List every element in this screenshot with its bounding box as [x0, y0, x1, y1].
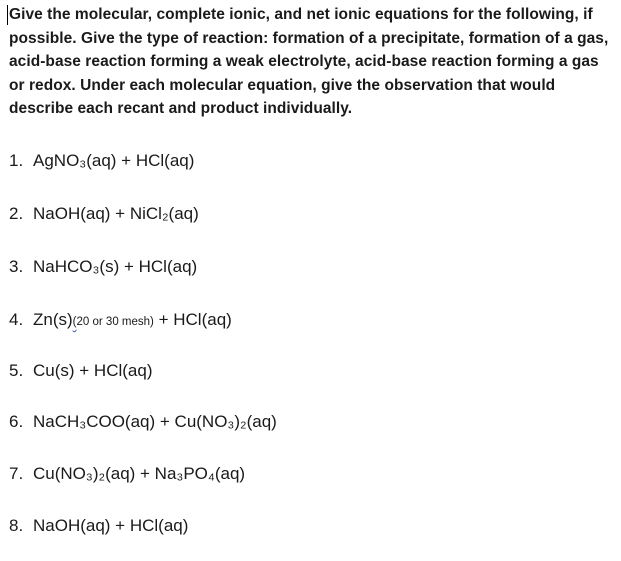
question-item[interactable] — [9, 360, 153, 382]
document-body — [9, 3, 615, 535]
instructions-text: Give the molecular, complete ionic, and net ionic equations for the following, if possible. Give the type of reaction: formation of a precipitate, formation of a gas, acid-base reaction forming a weak electrolyte, acid-base reaction forming a gas or redox. Under each molecular equation, give the observation that would describe each recant and product individually. — [9, 6, 609, 117]
question-number: 2. — [9, 204, 24, 223]
question-number: 6. — [9, 412, 24, 431]
question-number: 4. — [9, 310, 24, 329]
question-equation: NaCH₃COO(aq) + Cu(NO₃)₂(aq) — [33, 412, 277, 431]
question-item[interactable] — [9, 309, 232, 333]
question-number: 8. — [9, 516, 24, 535]
question-item[interactable] — [9, 463, 245, 485]
question-equation: NaHCO₃(s) + HCl(aq) — [33, 257, 198, 276]
question-equation: Cu(NO₃)₂(aq) + Na₃PO₄(aq) — [33, 464, 246, 483]
question-equation: NaOH(aq) + HCl(aq) — [33, 516, 189, 535]
question-equation-start: Zn(s) — [33, 310, 73, 329]
question-item[interactable] — [9, 256, 197, 278]
question-equation-end: + HCl(aq) — [153, 310, 232, 329]
question-item[interactable] — [9, 150, 194, 172]
question-number: 3. — [9, 257, 24, 276]
question-equation: NaOH(aq) + NiCl₂(aq) — [33, 204, 199, 223]
question-item[interactable] — [9, 515, 188, 537]
question-number: 1. — [9, 151, 24, 170]
instructions-paragraph[interactable] — [9, 3, 615, 121]
question-number: 5. — [9, 361, 24, 380]
question-equation: Cu(s) + HCl(aq) — [33, 361, 153, 380]
text-cursor — [7, 5, 8, 25]
question-item[interactable] — [9, 411, 277, 433]
question-item[interactable] — [9, 203, 199, 225]
spelling-flag-mark[interactable]: ( — [72, 316, 77, 328]
question-number: 7. — [9, 464, 24, 483]
question-equation: AgNO₃(aq) + HCl(aq) — [33, 151, 195, 170]
mesh-size-note: 20 or 30 mesh) — [76, 316, 154, 328]
